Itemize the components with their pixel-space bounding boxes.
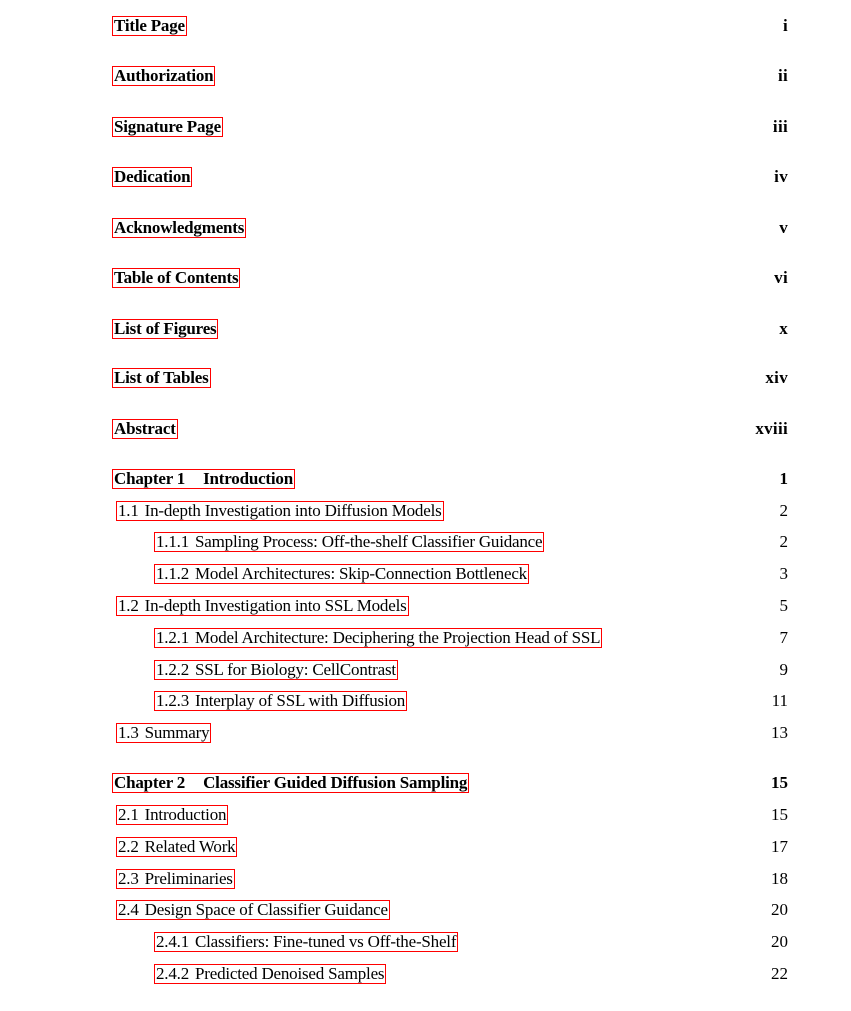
toc-row-section — [0, 596, 851, 620]
toc-row-subsection — [0, 932, 851, 956]
toc-link-section-2-4-1[interactable] — [154, 932, 458, 952]
page-number: xviii — [755, 419, 788, 438]
section-title: Classifiers: Fine-tuned vs Off-the-Shelf — [195, 932, 457, 951]
page-number: 3 — [779, 564, 788, 583]
toc-row-subsection — [0, 532, 851, 556]
toc-row-subsection — [0, 564, 851, 588]
toc-link-signature-page[interactable]: Signature Page — [114, 117, 221, 136]
page-number: 20 — [771, 900, 788, 919]
page-number: 2 — [779, 501, 788, 520]
section-number: 1.3 — [118, 723, 139, 742]
page-number: 7 — [779, 628, 788, 647]
page-number: 9 — [779, 660, 788, 679]
page-number: 2 — [779, 532, 788, 551]
page-number: 5 — [779, 596, 788, 615]
toc-link-section-1-1-2[interactable] — [154, 564, 529, 584]
page-number: iii — [772, 117, 788, 136]
toc-row-chapter-1 — [0, 469, 851, 493]
page-number: 20 — [771, 932, 788, 951]
page-number: vi — [774, 268, 788, 287]
section-title: Introduction — [144, 805, 227, 824]
toc-link-title-page[interactable]: Title Page — [114, 16, 185, 35]
toc-link-list-of-figures[interactable]: List of Figures — [114, 319, 217, 338]
page-number: x — [779, 319, 788, 338]
toc-link-section-2-3[interactable] — [116, 869, 235, 889]
section-title: SSL for Biology: CellContrast — [195, 660, 396, 679]
toc-link-section-2-4-2[interactable] — [154, 964, 386, 984]
toc-link-dedication[interactable]: Dedication — [114, 167, 191, 186]
section-number: 1.1 — [118, 501, 139, 520]
section-number: 2.4.2 — [156, 964, 190, 983]
page-number: 13 — [771, 723, 788, 742]
section-number: 1.2.3 — [156, 691, 190, 710]
page-number: 1 — [779, 469, 788, 488]
section-number: 1.2 — [118, 596, 139, 615]
page-number: 15 — [771, 805, 788, 824]
toc-link-section-2-4[interactable] — [116, 900, 390, 920]
section-title: Model Architectures: Skip-Connection Bottleneck — [195, 564, 527, 583]
page-number: xiv — [765, 368, 788, 387]
toc-link-section-1-1[interactable] — [116, 501, 444, 521]
toc-row-list-of-figures — [0, 319, 851, 343]
section-title: Predicted Denoised Samples — [195, 964, 385, 983]
toc-link-list-of-tables[interactable]: List of Tables — [114, 368, 209, 387]
toc-row-dedication — [0, 167, 851, 191]
toc-row-title-page — [0, 16, 851, 40]
page-number: ii — [777, 66, 788, 85]
section-number: 1.2.2 — [156, 660, 190, 679]
toc-row-section — [0, 723, 851, 747]
toc-link-section-1-2[interactable] — [116, 596, 409, 616]
section-number: 2.4 — [118, 900, 139, 919]
toc-row-section — [0, 805, 851, 829]
toc-link-acknowledgments[interactable]: Acknowledgments — [114, 218, 245, 237]
toc-row-chapter-2 — [0, 773, 851, 797]
chapter-title: Introduction — [203, 469, 293, 488]
section-title: Interplay of SSL with Diffusion — [195, 691, 406, 710]
chapter-title: Classifier Guided Diffusion Sampling — [203, 773, 468, 792]
section-number: 2.1 — [118, 805, 139, 824]
toc-link-chapter-1[interactable] — [112, 469, 295, 489]
page-number: 22 — [771, 964, 788, 983]
toc-link-section-2-1[interactable] — [116, 805, 228, 825]
toc-row-list-of-tables — [0, 368, 851, 392]
toc-row-section — [0, 900, 851, 924]
section-title: Sampling Process: Off-the-shelf Classifier Guidance — [195, 532, 543, 551]
toc-row-subsection — [0, 691, 851, 715]
toc-row-subsection — [0, 964, 851, 988]
page-number: 11 — [771, 691, 788, 710]
page-number: iv — [774, 167, 788, 186]
toc-row-authorization — [0, 66, 851, 90]
toc-link-abstract[interactable]: Abstract — [114, 419, 176, 438]
toc-row-abstract — [0, 419, 851, 443]
toc-row-acknowledgments — [0, 218, 851, 242]
page-number: v — [779, 218, 788, 237]
chapter-number: Chapter 2 — [114, 773, 186, 792]
page-number: 17 — [771, 837, 788, 856]
toc-row-section — [0, 869, 851, 893]
section-title: Summary — [144, 723, 210, 742]
toc-link-section-1-1-1[interactable] — [154, 532, 544, 552]
toc-row-table-of-contents — [0, 268, 851, 292]
chapter-number: Chapter 1 — [114, 469, 186, 488]
section-number: 1.2.1 — [156, 628, 190, 647]
toc-row-section — [0, 837, 851, 861]
toc-link-section-2-2[interactable] — [116, 837, 237, 857]
page-number: 18 — [771, 869, 788, 888]
toc-row-signature-page — [0, 117, 851, 141]
toc-link-section-1-2-1[interactable] — [154, 628, 602, 648]
section-title: In-depth Investigation into Diffusion Models — [144, 501, 442, 520]
section-title: Preliminaries — [144, 869, 233, 888]
page-number: 15 — [771, 773, 788, 792]
section-title: Model Architecture: Deciphering the Projection Head of SSL — [195, 628, 601, 647]
section-number: 2.2 — [118, 837, 139, 856]
toc-link-chapter-2[interactable] — [112, 773, 469, 793]
section-title: Design Space of Classifier Guidance — [144, 900, 388, 919]
toc-link-table-of-contents[interactable]: Table of Contents — [114, 268, 239, 287]
toc-link-section-1-2-3[interactable] — [154, 691, 407, 711]
section-number: 1.1.2 — [156, 564, 190, 583]
toc-link-authorization[interactable]: Authorization — [114, 66, 214, 85]
toc-link-section-1-2-2[interactable] — [154, 660, 398, 680]
section-title: Related Work — [144, 837, 236, 856]
section-title: In-depth Investigation into SSL Models — [144, 596, 407, 615]
toc-row-section — [0, 501, 851, 525]
section-number: 2.3 — [118, 869, 139, 888]
toc-row-subsection — [0, 660, 851, 684]
toc-link-section-1-3[interactable] — [116, 723, 211, 743]
section-number: 1.1.1 — [156, 532, 190, 551]
section-number: 2.4.1 — [156, 932, 190, 951]
toc-row-subsection — [0, 628, 851, 652]
page-number: i — [782, 16, 788, 35]
